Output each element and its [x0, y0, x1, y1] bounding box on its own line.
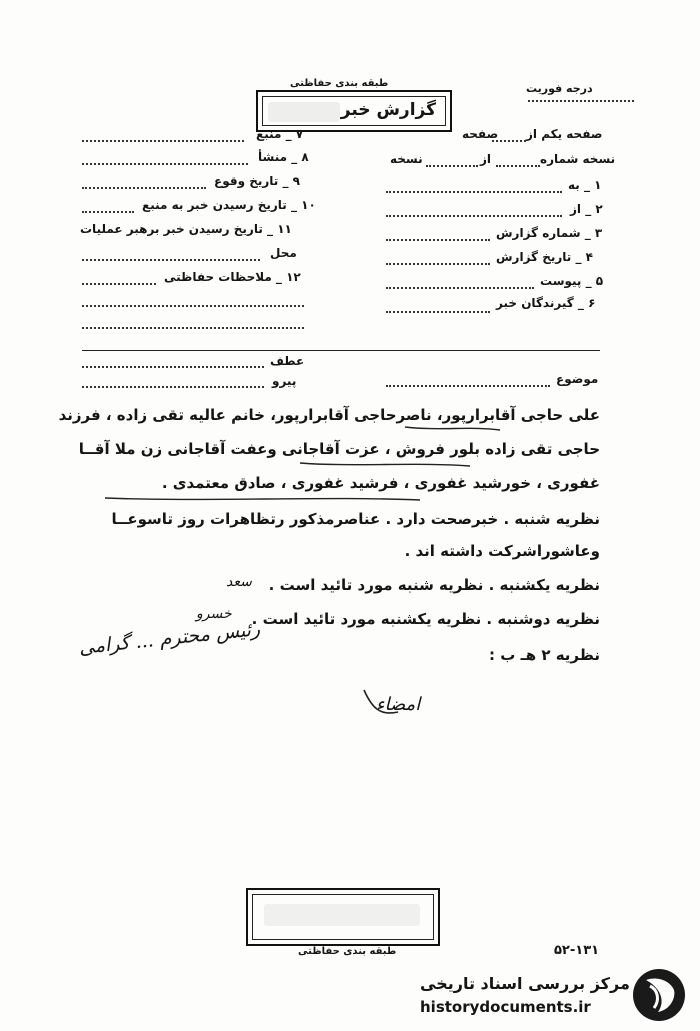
field-from: ۲ _ از [570, 202, 603, 216]
stamp-smudge-bottom [264, 904, 420, 926]
copy-label: نسخه شماره [540, 152, 616, 166]
page-suffix: صفحه [462, 127, 499, 141]
follow-label: پیرو [272, 374, 297, 388]
handwritten-note-3: رئیس محترم ... گرامی [77, 618, 262, 659]
field-security-notes: ۱۲ _ ملاحظات حفاظتی [164, 270, 301, 284]
field-recipients: ۶ _ گیرندگان خبر [496, 296, 596, 310]
handwritten-note-1: سعد [226, 574, 252, 590]
stamp-smudge [268, 102, 340, 122]
body-line-7: نظریه دوشنبه . نظریه یکشنبه مورد تائید است . [251, 610, 600, 628]
watermark-url: historydocuments.ir [420, 998, 591, 1016]
field-attachment: ۵ _ پیوست [540, 274, 604, 288]
bottom-stamp-box [246, 888, 440, 946]
document-number: ۵۲-۱۳۱ [554, 943, 600, 958]
page-label: صفحه یکم از [526, 127, 603, 141]
classification-top: طبقه بندی حفاظتی [290, 78, 389, 89]
field-occurrence-date: ۹ _ تاریخ وقوع [214, 174, 300, 188]
degree-of-urgency: درجه فوریت [526, 82, 593, 95]
body-line-3: غفوری ، خورشید غفوری ، فرشید غفوری ، صادق معتمدی . [161, 474, 600, 492]
field-origin: ۸ _ منشأ [258, 150, 309, 164]
handwritten-signature: امضاء [376, 694, 421, 715]
field-location: محل [270, 246, 297, 260]
classification-bottom: طبقه بندی حفاظتی [298, 946, 397, 957]
field-to: ۱ _ به [568, 178, 602, 192]
field-news-to-source-date: ۱۰ _ تاریخ رسیدن خبر به منبع [142, 198, 316, 212]
body-line-5: وعاشوراشرکت داشته اند . [404, 542, 600, 560]
body-line-8: نظریه ۲ هـ ب : [489, 646, 600, 664]
field-report-date: ۴ _ تاریخ گزارش [496, 250, 593, 264]
field-news-to-leader-date: ۱۱ _ تاریخ رسیدن خبر برهبر عملیات [80, 222, 292, 236]
copy-suffix: نسخه [390, 152, 423, 166]
form-title-box [256, 90, 452, 132]
form-title: گزارش خبر [340, 100, 436, 120]
body-line-4: نظریه شنبه . خبرصحت دارد . عناصرمذکور رتظاهرات روز تاسوعــا [111, 510, 600, 528]
body-line-6: نظریه یکشنبه . نظریه شنبه مورد تائید است . [268, 576, 600, 594]
body-line-1: علی حاجی آقابرارپور، ناصرحاجی آقابرارپور، خانم عالیه تقی زاده ، فرزند [58, 406, 600, 424]
watermark-logo-icon [628, 966, 690, 1024]
separator [82, 350, 600, 351]
watermark-title: مرکز بررسی اسناد تاریخی [420, 974, 630, 993]
copy-from: از [480, 152, 492, 166]
handwritten-note-2: خسرو [196, 606, 232, 622]
subject-label: موضوع [556, 372, 599, 386]
ref-label: عطف [270, 354, 305, 368]
body-line-2: حاجی تقی زاده بلور فروش ، عزت آقاجانی وعفت آقاجانی زن ملا آقــا [78, 440, 600, 458]
field-report-number: ۳ _ شماره گزارش [496, 226, 603, 240]
field-source: ۷ _ منبع [256, 127, 304, 141]
